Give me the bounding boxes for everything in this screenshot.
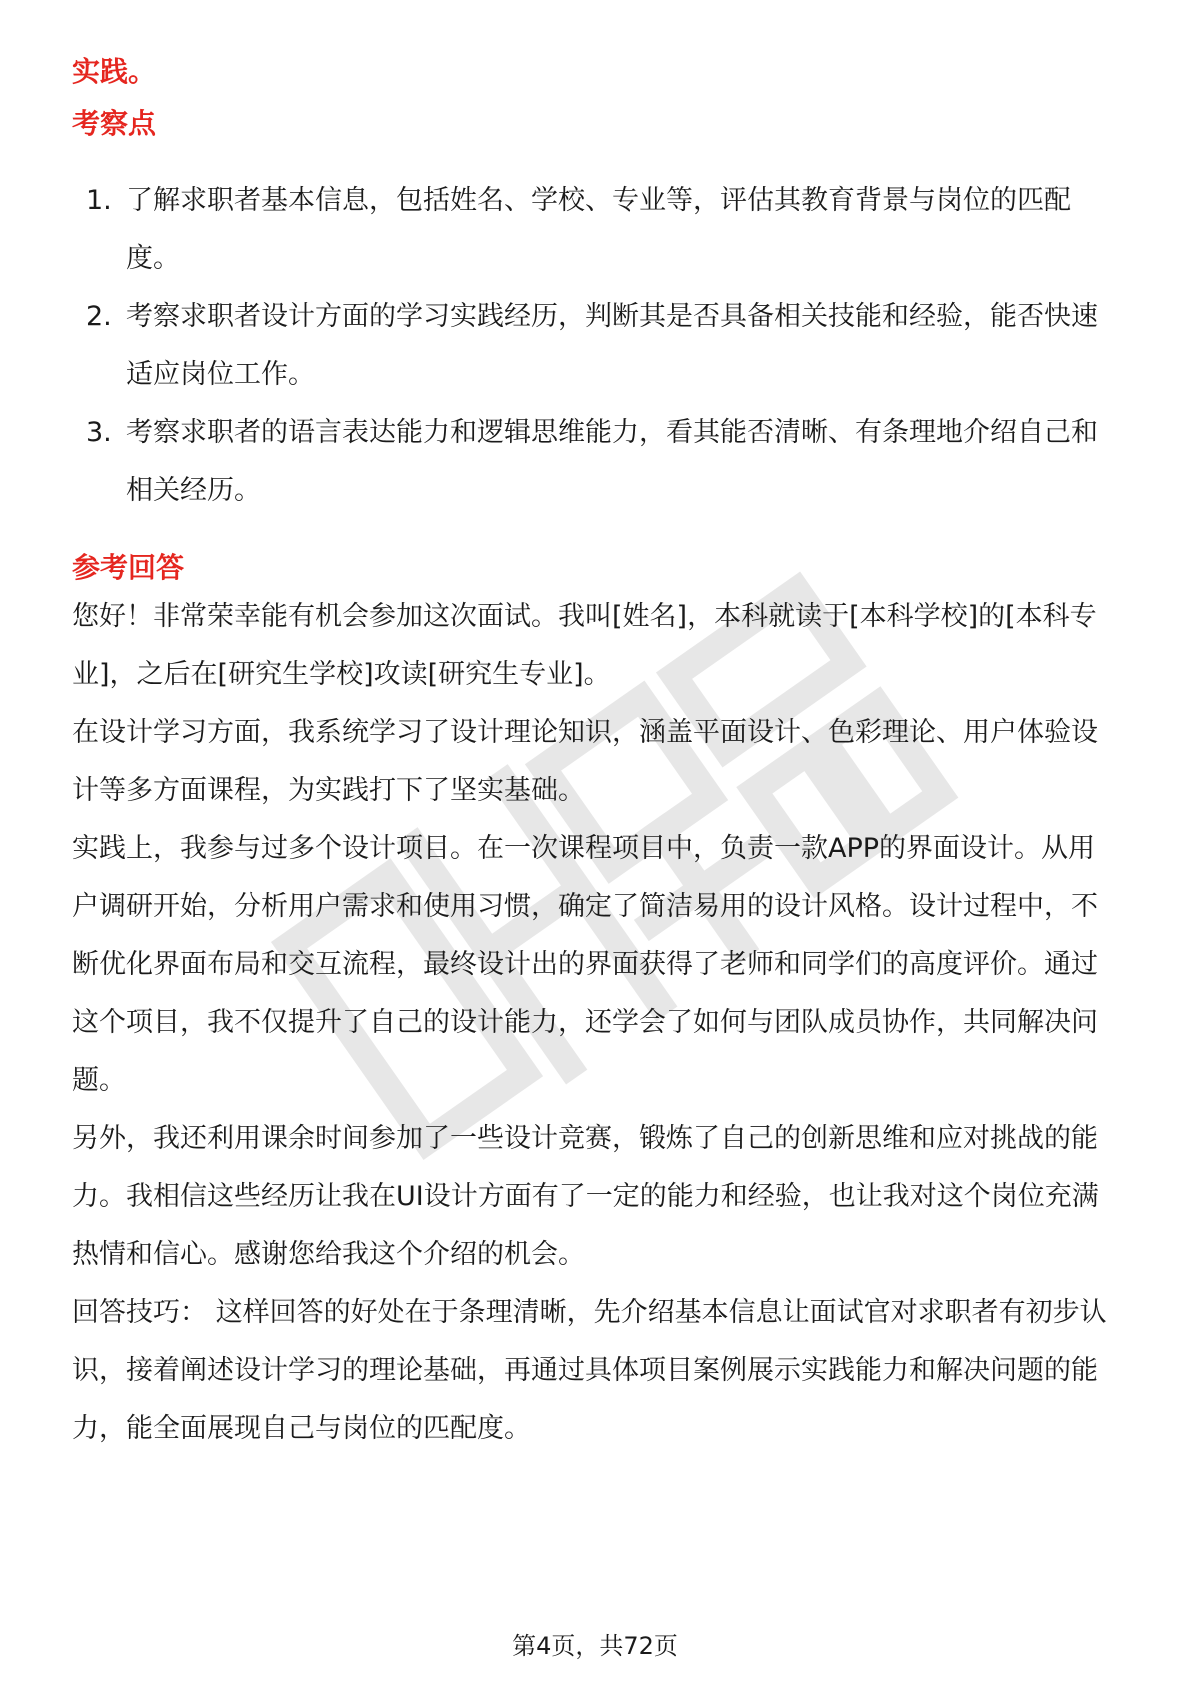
section-title-reference-answer: 参考回答 <box>72 551 185 584</box>
list-item-text: 了解求职者基本信息，包括姓名、学校、专业等，评估其教育背景与岗位的匹配度。 <box>126 185 1071 274</box>
list-item <box>72 288 1122 404</box>
list-item-text: 考察求职者设计方面的学习实践经历，判断其是否具备相关技能和经验，能否快速适应岗位工作。 <box>126 301 1098 390</box>
list-item <box>72 172 1122 288</box>
document-content <box>72 40 1122 1458</box>
key-points-list <box>72 172 1122 520</box>
answer-paragraph: 在设计学习方面，我系统学习了设计理论知识，涵盖平面设计、色彩理论、用户体验设计等多方面课程，为实践打下了坚实基础。 <box>72 717 1098 806</box>
answer-paragraph: 实践上，我参与过多个设计项目。在一次课程项目中，负责一款APP的界面设计。从用户调研开始，分析用户需求和使用习惯，确定了简洁易用的设计风格。设计过程中，不断优化界面布局和交互流程，最终设计出的界面获得了老师和同学们的高度评价。通过这个项目，我不仅提升了自己的设计能力，还学会了如何与团队成员协作，共同解决问题。 <box>72 833 1098 1096</box>
list-item-number: 2. <box>86 301 112 332</box>
answer-tips-paragraph: 回答技巧： 这样回答的好处在于条理清晰，先介绍基本信息让面试官对求职者有初步认识，接着阐述设计学习的理论基础，再通过具体项目案例展示实践能力和解决问题的能力，能全面展现自己与岗位的匹配度。 <box>72 1297 1107 1444</box>
list-item-number: 1. <box>86 185 112 216</box>
list-item-text: 考察求职者的语言表达能力和逻辑思维能力，看其能否清晰、有条理地介绍自己和相关经历。 <box>126 417 1098 506</box>
section-title-key-points: 考察点 <box>72 107 157 140</box>
answer-paragraph: 您好！非常荣幸能有机会参加这次面试。我叫[姓名]，本科就读于[本科学校]的[本科专业]，之后在[研究生学校]攻读[研究生专业]。 <box>72 601 1097 690</box>
page-number-footer: 第4页，共72页 <box>512 1632 678 1660</box>
list-item-number: 3. <box>86 417 112 448</box>
list-item <box>72 404 1122 520</box>
intro-title: 实践。 <box>72 55 157 88</box>
answer-paragraph: 另外，我还利用课余时间参加了一些设计竞赛，锻炼了自己的创新思维和应对挑战的能力。我相信这些经历让我在UI设计方面有了一定的能力和经验，也让我对这个岗位充满热情和信心。感谢您给我这个介绍的机会。 <box>72 1123 1099 1270</box>
